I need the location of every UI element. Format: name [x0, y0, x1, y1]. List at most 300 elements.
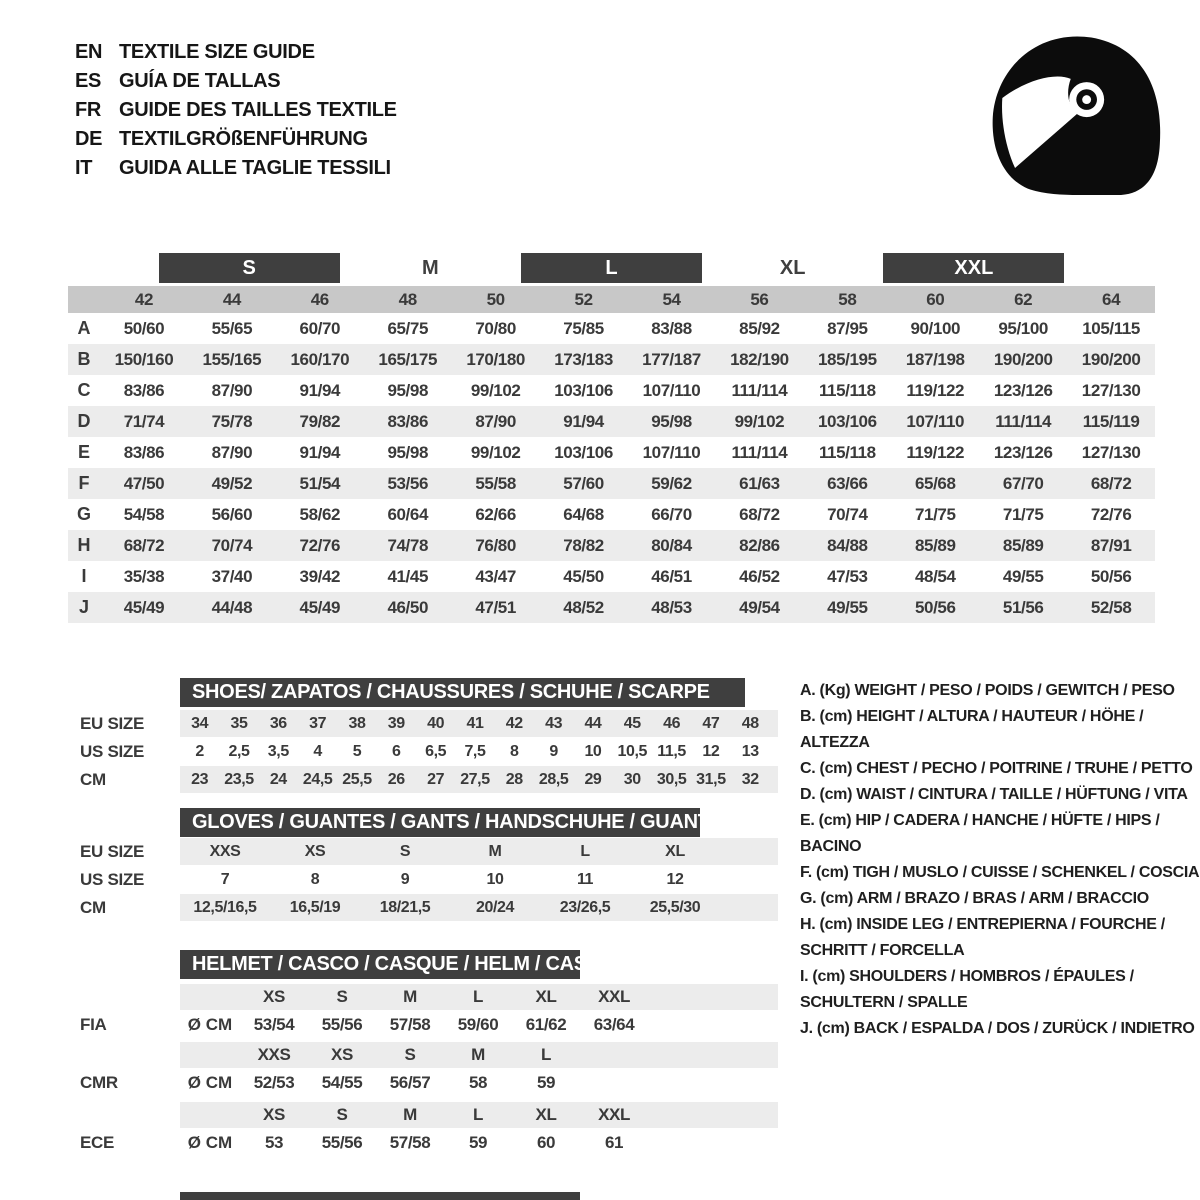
helmet-sizes-row-spacer [80, 1042, 180, 1068]
measurement-cell: 91/94 [563, 412, 604, 431]
shoes-value-cell: 39 [387, 715, 405, 732]
helmet-values-row-bg [180, 1128, 778, 1158]
numeric-size-cell: 46 [310, 290, 329, 309]
helmet-unit-label: Ø CM [187, 1073, 233, 1092]
language-code: EN [75, 41, 103, 63]
legend-item: C. (cm) CHEST / PECHO / POITRINE / TRUHE / PETTO [800, 760, 1193, 777]
helmet-section-title: HELMET / CASCO / CASQUE / HELM / CASCO [180, 950, 580, 979]
language-row [75, 125, 397, 154]
measurement-cell: 70/74 [827, 505, 868, 524]
helmet-values-row-bg [180, 1068, 778, 1098]
measurement-cell: 54/58 [123, 505, 165, 524]
shoes-value-cell: 7,5 [464, 743, 486, 760]
shoes-value-cell: 24 [269, 771, 287, 788]
table-row-f [68, 468, 1155, 499]
helmet-value-cell: 60 [536, 1133, 556, 1152]
measurement-cell: 182/190 [730, 350, 789, 369]
numeric-size-cell: 64 [1102, 290, 1121, 309]
measurement-cell: 85/92 [739, 319, 780, 338]
measurement-cell: 87/90 [211, 443, 253, 462]
measurement-cell: 59/62 [651, 474, 692, 493]
helmet-standard-row-cmr [80, 1068, 778, 1098]
shoes-value-cell: 41 [466, 715, 484, 732]
shoes-value-cell: 2 [195, 743, 204, 760]
measurement-cell: 39/42 [299, 567, 341, 586]
row-letter: I [81, 566, 87, 586]
measurement-cell: 103/106 [554, 381, 613, 400]
shoes-row-cm [80, 766, 778, 793]
measurement-cell: 105/115 [1082, 319, 1140, 338]
helmet-size-cell: M [403, 987, 417, 1006]
measurement-cell: 123/126 [993, 381, 1053, 400]
measurement-cell: 72/76 [299, 536, 341, 555]
gloves-value-cell: 20/24 [475, 899, 515, 916]
row-letter: A [77, 318, 91, 338]
shoes-value-cell: 30 [623, 771, 641, 788]
measurement-cell: 45/49 [123, 598, 165, 617]
shoes-value-cell: 29 [584, 771, 602, 788]
legend-item: I. (cm) SHOULDERS / HOMBROS / ÉPAULES / SCHULTERN / SPALLE [800, 968, 1134, 1011]
measurement-cell: 127/130 [1081, 443, 1141, 462]
row-letter: D [77, 411, 91, 431]
measurement-cell: 75/78 [211, 412, 253, 431]
helmet-value-cell: 58 [468, 1073, 488, 1092]
numeric-size-cell: 56 [750, 290, 769, 309]
measurement-cell: 150/160 [114, 350, 174, 369]
helmet-value-cell: 61/62 [525, 1015, 567, 1034]
shoes-value-cell: 32 [741, 771, 759, 788]
measurement-cell: 46/50 [387, 598, 428, 617]
size-header-empty-left [68, 253, 159, 283]
shoes-value-cell: 27,5 [460, 771, 490, 788]
gloves-value-cell: 16,5/19 [289, 899, 341, 916]
measurement-cell: 71/74 [123, 412, 165, 431]
legend-item: H. (cm) INSIDE LEG / ENTREPIERNA / FOURCHE / SCHRITT / FORCELLA [800, 916, 1165, 959]
gloves-value-cell: 12,5/16,5 [193, 899, 257, 916]
measurement-cell: 76/80 [475, 536, 516, 555]
helmet-sizes-row-spacer [80, 984, 180, 1010]
helmet-value-columns [240, 1068, 648, 1098]
shoes-value-cell: 23 [191, 771, 209, 788]
measurement-cell: 63/66 [827, 474, 868, 493]
helmet-value-cell: 57/58 [389, 1133, 431, 1152]
helmet-standard-label: ECE [80, 1133, 115, 1152]
measurement-cell: 68/72 [739, 505, 780, 524]
numeric-size-cell: 58 [838, 290, 857, 309]
measurement-cell: 95/100 [998, 319, 1048, 338]
gloves-value-cell: 7 [220, 871, 230, 888]
helmet-standard-label: FIA [80, 1015, 107, 1034]
measurement-cell: 65/68 [914, 474, 956, 493]
gloves-columns [180, 866, 720, 893]
measurement-cell: 103/106 [554, 443, 613, 462]
gloves-row-label: CM [80, 898, 106, 917]
table-row-d [68, 406, 1155, 437]
measurement-cell: 71/75 [1002, 505, 1044, 524]
measurement-cell: 37/40 [211, 567, 253, 586]
size-letters-header-row [68, 253, 1155, 283]
measurement-legend [800, 678, 1200, 1042]
measurement-cell: 87/90 [475, 412, 516, 431]
helmet-value-columns [240, 1010, 648, 1040]
measurement-cell: 155/165 [202, 350, 262, 369]
measurement-rows [68, 313, 1155, 623]
measurement-cell: 185/195 [818, 350, 877, 369]
measurement-cell: 107/110 [906, 412, 965, 431]
measurement-cell: 75/85 [563, 319, 604, 338]
gloves-value-cell: XXS [209, 843, 241, 860]
gloves-row-values [180, 894, 778, 921]
helmet-value-cell: 61 [604, 1133, 624, 1152]
row-letter: H [77, 535, 91, 555]
helmet-size-cell: XXL [598, 987, 630, 1006]
measurement-cell: 35/38 [123, 567, 165, 586]
language-code: DE [75, 128, 103, 150]
measurement-cell: 82/86 [739, 536, 780, 555]
row-letter: G [76, 504, 91, 524]
shoes-size-table [80, 710, 778, 794]
shoes-value-cell: 6 [392, 743, 401, 760]
language-label: GUIDE DES TAILLES TEXTILE [119, 99, 397, 121]
legend-item: A. (Kg) WEIGHT / PESO / POIDS / GEWITCH / PESO [800, 682, 1175, 699]
numeric-size-cell: 44 [222, 290, 241, 309]
measurement-cell: 49/55 [1002, 567, 1044, 586]
shoes-value-cell: 47 [702, 715, 720, 732]
measurement-cell: 50/56 [1090, 567, 1132, 586]
measurement-cell: 41/45 [387, 567, 428, 586]
language-row [75, 38, 397, 67]
shoes-value-cell: 44 [584, 715, 602, 732]
helmet-sizes-row-spacer [80, 1102, 180, 1128]
row-letter: E [77, 442, 90, 462]
gloves-row-eu-size [80, 838, 778, 865]
measurement-cell: 85/89 [914, 536, 956, 555]
helmet-standard-row-ece [80, 1128, 778, 1158]
shoes-value-cell: 38 [348, 715, 366, 732]
measurement-cell: 70/80 [475, 319, 516, 338]
measurement-cell: 68/72 [123, 536, 165, 555]
helmet-standard-label: CMR [80, 1073, 118, 1092]
helmet-size-cell [580, 1042, 648, 1068]
gloves-value-cell: 23/26,5 [559, 899, 611, 916]
measurement-cell: 173/183 [554, 350, 613, 369]
measurement-cell: 46/51 [651, 567, 692, 586]
measurement-cell: 60/64 [387, 505, 428, 524]
row-letter: F [78, 473, 90, 493]
helmet-size-cell: L [473, 987, 483, 1006]
helmet-value-cell: 57/58 [389, 1015, 431, 1034]
gloves-value-cell: 9 [400, 871, 410, 888]
shoes-value-cell: 4 [313, 743, 322, 760]
shoes-value-cell: 43 [545, 715, 563, 732]
table-row-h [68, 530, 1155, 561]
language-code: FR [75, 99, 102, 121]
measurement-cell: 119/122 [906, 381, 965, 400]
measurement-cell: 47/50 [123, 474, 165, 493]
shoes-value-cell: 37 [309, 715, 327, 732]
helmet-unit-label: Ø CM [187, 1015, 233, 1034]
measurement-cell: 55/58 [475, 474, 516, 493]
language-row [75, 154, 397, 183]
measurement-cell: 107/110 [642, 443, 701, 462]
measurement-cell: 70/74 [211, 536, 253, 555]
helmet-unit-spacer [180, 1102, 240, 1128]
measurement-cell: 187/198 [905, 350, 965, 369]
helmet-size-columns [240, 1102, 648, 1128]
measurement-cell: 50/60 [123, 319, 165, 338]
language-label: TEXTILE SIZE GUIDE [119, 41, 315, 63]
measurement-cell: 48/54 [914, 567, 956, 586]
measurement-cell: 115/118 [818, 381, 876, 400]
shoes-value-cell: 8 [510, 743, 519, 760]
helmet-size-cell: S [404, 1045, 416, 1064]
shoes-value-cell: 30,5 [656, 771, 687, 788]
measurement-cell: 47/51 [475, 598, 516, 617]
table-row-b [68, 344, 1155, 375]
measurement-cell: 44/48 [211, 598, 253, 617]
helmet-value-cell: 59 [536, 1073, 556, 1092]
shoes-value-cell: 27 [427, 771, 445, 788]
helmet-value-cell: 54/55 [321, 1073, 363, 1092]
measurement-cell: 165/175 [378, 350, 438, 369]
measurement-cell: 83/86 [123, 381, 165, 400]
numeric-size-cell: 60 [926, 290, 945, 309]
measurement-cell: 49/55 [827, 598, 868, 617]
measurement-cell: 67/70 [1002, 474, 1044, 493]
shoes-row-label: CM [80, 770, 106, 789]
table-row-g [68, 499, 1155, 530]
helmet-size-cell: M [471, 1045, 485, 1064]
measurement-cell: 99/102 [470, 381, 521, 400]
measurement-cell: 99/102 [470, 443, 521, 462]
measurement-cell: 111/114 [995, 412, 1052, 431]
gloves-row-us-size [80, 866, 778, 893]
measurement-cell: 78/82 [563, 536, 604, 555]
shoes-value-cell: 31,5 [696, 771, 726, 788]
helmet-unit-spacer [180, 984, 240, 1010]
shoes-row-us-size [80, 738, 778, 765]
measurement-cell: 65/75 [387, 319, 428, 338]
measurement-cell: 49/54 [739, 598, 780, 617]
measurement-cell: 85/89 [1002, 536, 1044, 555]
shoes-value-cell: 34 [191, 715, 209, 732]
measurement-cell: 46/52 [739, 567, 780, 586]
helmet-size-cell: XXS [257, 1045, 291, 1064]
row-letter: B [77, 349, 91, 369]
gloves-value-cell: XL [665, 843, 685, 860]
helmet-value-cell: 53/54 [253, 1015, 295, 1034]
measurement-cell: 103/106 [818, 412, 877, 431]
language-row [75, 67, 397, 96]
shoes-value-cell: 35 [230, 715, 248, 732]
language-label: GUIDA ALLE TAGLIE TESSILI [119, 157, 391, 179]
gloves-value-cell: XS [304, 843, 326, 860]
measurement-cell: 66/70 [651, 505, 692, 524]
gloves-columns [180, 894, 720, 921]
legend-item: B. (cm) HEIGHT / ALTURA / HAUTEUR / HÖHE / ALTEZZA [800, 708, 1144, 751]
helmet-value-cell: 55/56 [321, 1133, 363, 1152]
measurement-cell: 95/98 [387, 443, 428, 462]
helmet-value-cell: 59/60 [457, 1015, 499, 1034]
shoes-value-cell: 12 [702, 743, 720, 760]
measurement-cell: 87/90 [211, 381, 253, 400]
shoes-value-cell: 24,5 [302, 771, 333, 788]
shoes-value-cell: 11,5 [657, 743, 686, 760]
measurement-cell: 160/170 [290, 350, 350, 369]
shoes-value-cell: 6,5 [425, 743, 447, 760]
numbers-row-spacer [68, 286, 100, 313]
gloves-value-cell: 11 [576, 871, 594, 888]
helmet-size-cell: XS [331, 1045, 353, 1064]
helmet-size-cell: L [473, 1105, 483, 1124]
helmet-sizes-row-bg [180, 1102, 778, 1128]
legend-item: J. (cm) BACK / ESPALDA / DOS / ZURÜCK / INDIETRO [800, 1020, 1195, 1037]
helmet-size-cell: XL [535, 1105, 557, 1124]
measurement-cell: 115/119 [1082, 412, 1140, 431]
language-code: IT [75, 157, 93, 179]
gloves-value-cell: 10 [486, 871, 504, 888]
shoes-value-cell: 46 [663, 715, 681, 732]
measurement-cell: 111/114 [731, 381, 788, 400]
shoes-section-title: SHOES/ ZAPATOS / CHAUSSURES / SCHUHE / SCARPE [180, 678, 745, 707]
measurement-cell: 71/75 [914, 505, 956, 524]
gloves-row-label: US SIZE [80, 870, 145, 889]
shoes-row-values [180, 738, 778, 765]
language-label: GUÍA DE TALLAS [119, 70, 281, 92]
measurement-cell: 111/114 [731, 443, 788, 462]
gloves-row-values [180, 866, 778, 893]
gloves-row-values [180, 838, 778, 865]
shoes-row-label: US SIZE [80, 742, 145, 761]
gloves-size-table [80, 838, 778, 922]
legend-item: D. (cm) WAIST / CINTURA / TAILLE / HÜFTUNG / VITA [800, 786, 1188, 803]
shoes-columns [180, 710, 770, 737]
measurement-cell: 61/63 [739, 474, 780, 493]
language-title-block [75, 38, 397, 183]
helmet-unit-label: Ø CM [187, 1133, 233, 1152]
measurement-cell: 99/102 [734, 412, 785, 431]
gloves-value-cell: L [580, 843, 590, 860]
helmet-size-cell: M [403, 1105, 417, 1124]
measurement-cell: 51/54 [299, 474, 341, 493]
shoes-row-values [180, 710, 778, 737]
numeric-size-cell: 50 [486, 290, 505, 309]
shoes-value-cell: 25,5 [342, 771, 372, 788]
measurement-cell: 56/60 [211, 505, 253, 524]
table-row-j [68, 592, 1155, 623]
measurement-cell: 127/130 [1081, 381, 1141, 400]
shoes-value-cell: 13 [741, 743, 759, 760]
helmet-sizes-row-bg [180, 984, 778, 1010]
helmet-value-cell: 59 [468, 1133, 488, 1152]
measurement-cell: 107/110 [642, 381, 701, 400]
measurement-cell: 123/126 [993, 443, 1053, 462]
shoes-value-cell: 23,5 [224, 771, 254, 788]
gloves-value-cell: 25,5/30 [649, 899, 701, 916]
numeric-size-cell: 48 [398, 290, 417, 309]
measurement-cell: 45/50 [563, 567, 604, 586]
gloves-value-cell: M [488, 843, 502, 860]
gloves-columns [180, 838, 720, 865]
measurement-cell: 58/62 [299, 505, 341, 524]
measurement-cell: 95/98 [387, 381, 428, 400]
measurement-cell: 83/86 [387, 412, 428, 431]
measurement-cell: 49/52 [211, 474, 253, 493]
measurement-cell: 83/88 [651, 319, 692, 338]
measurement-cell: 119/122 [906, 443, 965, 462]
helmet-sizes-row-bg [180, 1042, 778, 1068]
language-label: TEXTILGRÖßENFÜHRUNG [119, 128, 368, 150]
helmet-value-cell [580, 1068, 648, 1098]
shoes-value-cell: 40 [427, 715, 445, 732]
measurement-cell: 45/49 [299, 598, 341, 617]
racing-helmet-icon [978, 28, 1173, 203]
measurement-cell: 68/72 [1090, 474, 1132, 493]
measurement-cell: 48/53 [651, 598, 692, 617]
measurement-cell: 57/60 [563, 474, 604, 493]
measurement-cell: 55/65 [211, 319, 253, 338]
measurement-cell: 95/98 [651, 412, 692, 431]
numeric-size-cell: 54 [662, 290, 681, 309]
shoes-columns [180, 766, 770, 793]
legend-item: G. (cm) ARM / BRAZO / BRAS / ARM / BRACCIO [800, 890, 1149, 907]
shoes-value-cell: 5 [352, 743, 362, 760]
language-row [75, 96, 397, 125]
measurement-cell: 90/100 [910, 319, 961, 338]
helmet-size-cell: XXL [598, 1105, 630, 1124]
measurement-cell: 170/180 [466, 350, 525, 369]
measurement-cell: 52/58 [1090, 598, 1132, 617]
table-row-i [68, 561, 1155, 592]
table-row-a [68, 313, 1155, 344]
shoes-value-cell: 10 [584, 743, 602, 760]
helmet-value-cell: 52/53 [253, 1073, 295, 1092]
language-code: ES [75, 70, 102, 92]
helmet-sizes-row-cmr [80, 1042, 778, 1068]
helmet-value-cell: 53 [264, 1133, 284, 1152]
shoes-value-cell: 36 [269, 715, 287, 732]
shoes-row-values [180, 766, 778, 793]
helmet-size-table [80, 984, 778, 1158]
measurement-cell: 51/56 [1002, 598, 1044, 617]
helmet-size-columns [240, 1042, 648, 1068]
measurement-cell: 87/95 [827, 319, 868, 338]
gloves-value-cell: S [399, 843, 411, 860]
row-letter: J [78, 597, 89, 617]
shoes-value-cell: 3,5 [267, 743, 289, 760]
measurement-cell: 60/70 [299, 319, 341, 338]
shoes-row-eu-size [80, 710, 778, 737]
measurement-cell: 64/68 [563, 505, 604, 524]
helmet-size-cell: XS [263, 1105, 285, 1124]
helmet-value-cell: 55/56 [321, 1015, 363, 1034]
helmet-value-columns [240, 1128, 648, 1158]
numeric-size-cell: 52 [574, 290, 593, 309]
measurement-cell: 115/118 [818, 443, 876, 462]
helmet-sizes-row-fia [80, 984, 778, 1010]
size-label-xl: XL [779, 256, 806, 279]
measurement-cell: 47/53 [827, 567, 868, 586]
helmet-size-cell: S [336, 1105, 348, 1124]
shoes-value-cell: 2,5 [228, 743, 250, 760]
measurement-cell: 83/86 [123, 443, 165, 462]
size-label-xxl: XXL [883, 253, 1064, 283]
gloves-row-cm [80, 894, 778, 921]
size-label-l: L [521, 253, 702, 283]
helmet-value-cell: 63/64 [593, 1015, 635, 1034]
measurement-cell: 190/200 [1081, 350, 1141, 369]
row-letter: C [77, 380, 91, 400]
